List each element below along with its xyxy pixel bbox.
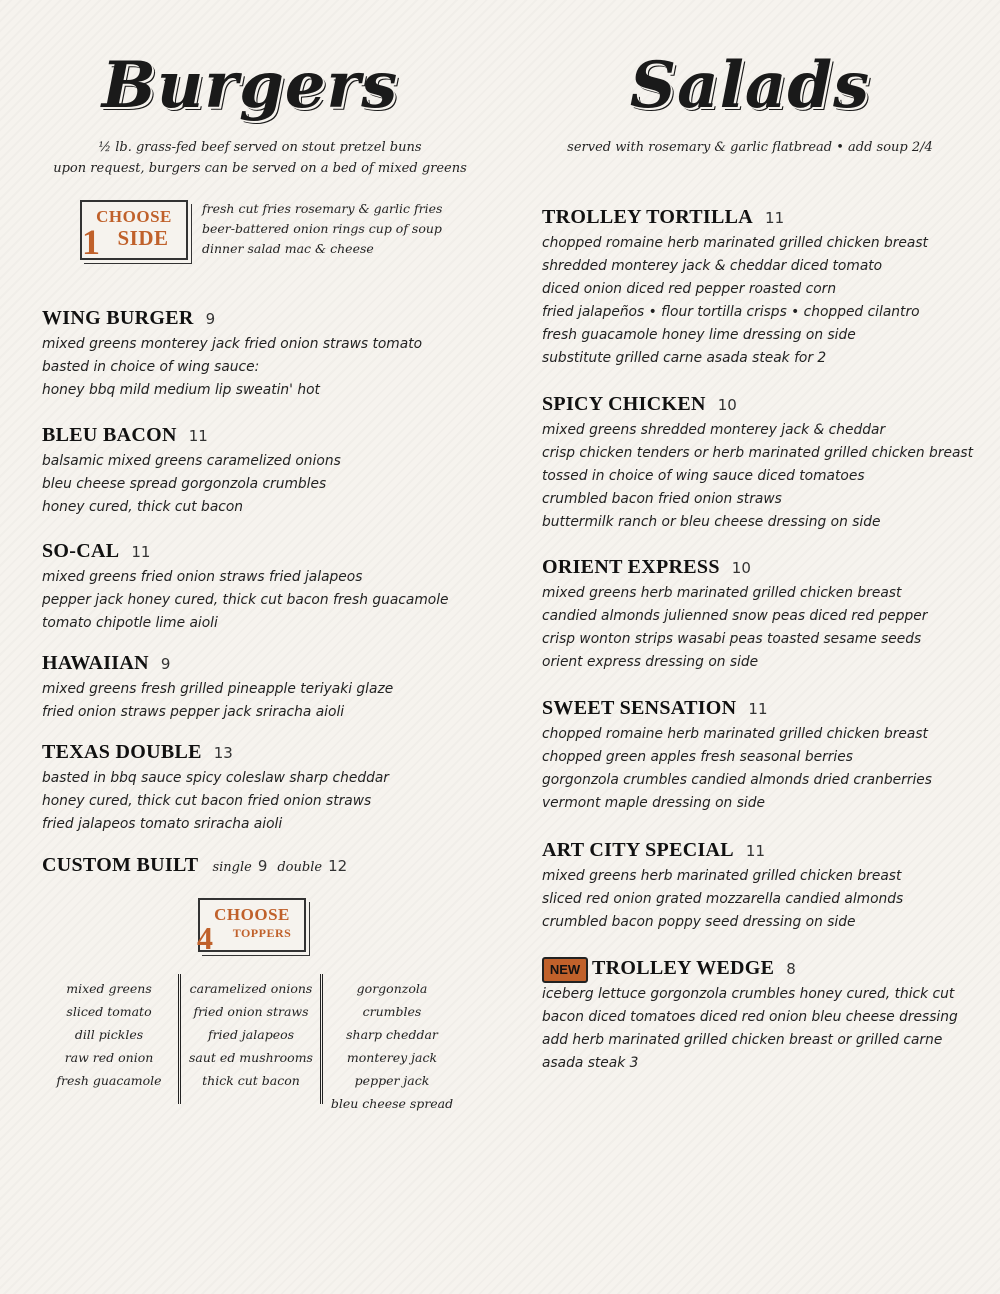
side-option: fresh cut fries rosemary & garlic fries (202, 201, 443, 216)
menu-item-trolley-wedge (542, 957, 958, 1075)
item-description: basted in bbq sauce spicy coleslaw sharp cheddar (42, 770, 389, 786)
item-description: mixed greens shredded monterey jack & cheddar (542, 422, 886, 438)
item-description: crumbled bacon fried onion straws (542, 491, 782, 507)
toppers-column-3 (326, 977, 458, 1115)
item-price: 10 (731, 559, 751, 577)
item-price: 11 (748, 700, 768, 718)
item-name: TROLLEY WEDGE (592, 957, 775, 979)
burgers-subtitle-line1: ½ lb. grass-fed beef served on stout pretzel buns (98, 140, 422, 155)
item-description: add herb marinated grilled chicken breast or grilled carne (542, 1032, 943, 1048)
item-description: gorgonzola crumbles candied almonds dried cranberries (542, 772, 932, 788)
item-description: tossed in choice of wing sauce diced tomatoes (542, 468, 865, 484)
side-options (202, 199, 462, 259)
single-price: 9 (257, 857, 268, 875)
item-name: WING BURGER (42, 307, 194, 329)
topper-option: raw red onion (64, 1050, 154, 1065)
choose-side-label: SIDE (117, 226, 169, 250)
choose-side-word: CHOOSE (96, 207, 172, 226)
menu-item-wing-burger (42, 307, 422, 402)
topper-option: dill pickles (74, 1027, 144, 1042)
topper-option: fried onion straws (193, 1004, 309, 1019)
toppers-column-2 (184, 977, 318, 1092)
item-price: 11 (765, 209, 785, 227)
topper-option: fresh guacamole (56, 1073, 162, 1088)
item-description: fried jalapeños • flour tortilla crisps • chopped cilantro (542, 304, 920, 320)
item-price: 9 (160, 655, 171, 673)
menu-item-art-city-special (542, 839, 903, 934)
topper-option: bleu cheese spread (330, 1096, 454, 1111)
topper-option: gorgonzola crumbles (356, 981, 428, 1019)
menu-item-so-cal (42, 540, 449, 635)
item-description: bacon diced tomatoes diced red onion bleu cheese dressing (542, 1009, 958, 1025)
item-name: SPICY CHICKEN (542, 393, 706, 415)
item-description: honey bbq mild medium lip sweatin' hot (42, 382, 320, 398)
item-description: iceberg lettuce gorgonzola crumbles honey cured, thick cut (542, 986, 955, 1002)
menu-item-hawaiian (42, 652, 393, 724)
topper-option: pepper jack (354, 1073, 430, 1088)
salads-subtitle: served with rosemary & garlic flatbread • add soup 2/4 (567, 140, 933, 155)
item-description: buttermilk ranch or bleu cheese dressing on side (542, 514, 881, 530)
item-description: shredded monterey jack & cheddar diced tomato (542, 258, 883, 274)
item-price: 11 (131, 543, 151, 561)
menu-item-orient-express (542, 556, 927, 674)
item-name: BLEU BACON (42, 424, 177, 446)
choose-toppers-badge (197, 898, 306, 956)
choose-side-number: 1 (82, 222, 100, 262)
item-description: asada steak 3 (542, 1055, 639, 1071)
item-description: balsamic mixed greens caramelized onions (42, 453, 341, 469)
item-name: SWEET SENSATION (542, 697, 737, 719)
column-divider (320, 974, 323, 1104)
burgers-title: Burgers (101, 48, 399, 123)
item-price: 13 (213, 744, 233, 762)
topper-option: sharp cheddar (346, 1027, 438, 1042)
toppers-column-1 (44, 977, 174, 1092)
choose-toppers-number: 4 (197, 920, 213, 956)
item-description: bleu cheese spread gorgonzola crumbles (42, 476, 327, 492)
menu-item-spicy-chicken (542, 393, 973, 534)
item-description: substitute grilled carne asada steak for 2 (542, 350, 827, 366)
menu-item-texas-double (42, 741, 389, 836)
item-description: honey cured, thick cut bacon fried onion straws (42, 793, 372, 809)
item-description: chopped romaine herb marinated grilled chicken breast (542, 235, 928, 251)
double-price: 12 (328, 857, 348, 875)
burgers-subtitle-line2: upon request, burgers can be served on a bed of mixed greens (53, 161, 467, 176)
item-description: mixed greens fresh grilled pineapple teriyaki glaze (42, 681, 394, 697)
item-description: mixed greens herb marinated grilled chicken breast (542, 868, 902, 884)
burgers-subtitle (40, 137, 480, 179)
item-description: fried onion straws pepper jack sriracha aioli (42, 704, 345, 720)
topper-option: caramelized onions (189, 981, 313, 996)
topper-option: mixed greens (66, 981, 152, 996)
item-description: crumbled bacon poppy seed dressing on side (542, 914, 856, 930)
choose-toppers-word: CHOOSE (214, 905, 290, 924)
menu-item-custom-built (42, 854, 347, 880)
item-description: basted in choice of wing sauce: (42, 359, 260, 375)
item-description: mixed greens herb marinated grilled chicken breast (542, 585, 902, 601)
item-name: SO-CAL (42, 540, 120, 562)
item-name: TROLLEY TORTILLA (542, 206, 754, 228)
item-description: diced onion diced red pepper roasted corn (542, 281, 837, 297)
item-description: tomato chipotle lime aioli (42, 615, 218, 631)
topper-option: monterey jack (346, 1050, 438, 1065)
item-description: crisp chicken tenders or herb marinated grilled chicken breast (542, 445, 973, 461)
new-badge: NEW (542, 957, 588, 983)
choose-toppers-label: TOPPERS (232, 926, 292, 940)
topper-option: sliced tomato (66, 1004, 152, 1019)
item-description: chopped green apples fresh seasonal berries (542, 749, 853, 765)
column-divider (178, 974, 181, 1104)
item-name: ART CITY SPECIAL (542, 839, 734, 861)
item-name: HAWAIIAN (42, 652, 149, 674)
item-description: candied almonds julienned snow peas diced red pepper (542, 608, 928, 624)
item-description: sliced red onion grated mozzarella candied almonds (542, 891, 904, 907)
item-description: vermont maple dressing on side (542, 795, 765, 811)
item-description: orient express dressing on side (542, 654, 759, 670)
double-label: double (277, 860, 323, 875)
topper-option: saut ed mushrooms (189, 1050, 313, 1065)
side-option: beer-battered onion rings cup of soup (202, 221, 442, 236)
item-description: chopped romaine herb marinated grilled chicken breast (542, 726, 928, 742)
menu-item-trolley-tortilla (542, 206, 928, 370)
item-name: ORIENT EXPRESS (542, 556, 720, 578)
item-description: mixed greens fried onion straws fried jalapeos (42, 569, 363, 585)
item-price: 9 (205, 310, 216, 328)
topper-option: thick cut bacon (202, 1073, 300, 1088)
item-description: honey cured, thick cut bacon (42, 499, 244, 515)
item-description: fried jalapeos tomato sriracha aioli (42, 816, 283, 832)
item-description: mixed greens monterey jack fried onion straws tomato (42, 336, 423, 352)
item-price: 8 (786, 960, 796, 978)
item-description: crisp wonton strips wasabi peas toasted sesame seeds (542, 631, 922, 647)
topper-option: fried jalapeos (207, 1027, 295, 1042)
menu-item-sweet-sensation (542, 697, 932, 815)
item-price: 11 (745, 842, 766, 860)
item-price: 10 (717, 396, 737, 414)
side-option: dinner salad mac & cheese (202, 241, 374, 256)
menu-item-bleu-bacon (42, 424, 341, 519)
single-label: single (212, 860, 252, 875)
item-name: TEXAS DOUBLE (42, 741, 202, 763)
item-description: pepper jack honey cured, thick cut bacon fresh guacamole (42, 592, 449, 608)
item-description: fresh guacamole honey lime dressing on side (542, 327, 856, 343)
item-price: 11 (188, 427, 208, 445)
salads-title: Salads (629, 48, 871, 123)
item-name: CUSTOM BUILT (42, 854, 199, 876)
